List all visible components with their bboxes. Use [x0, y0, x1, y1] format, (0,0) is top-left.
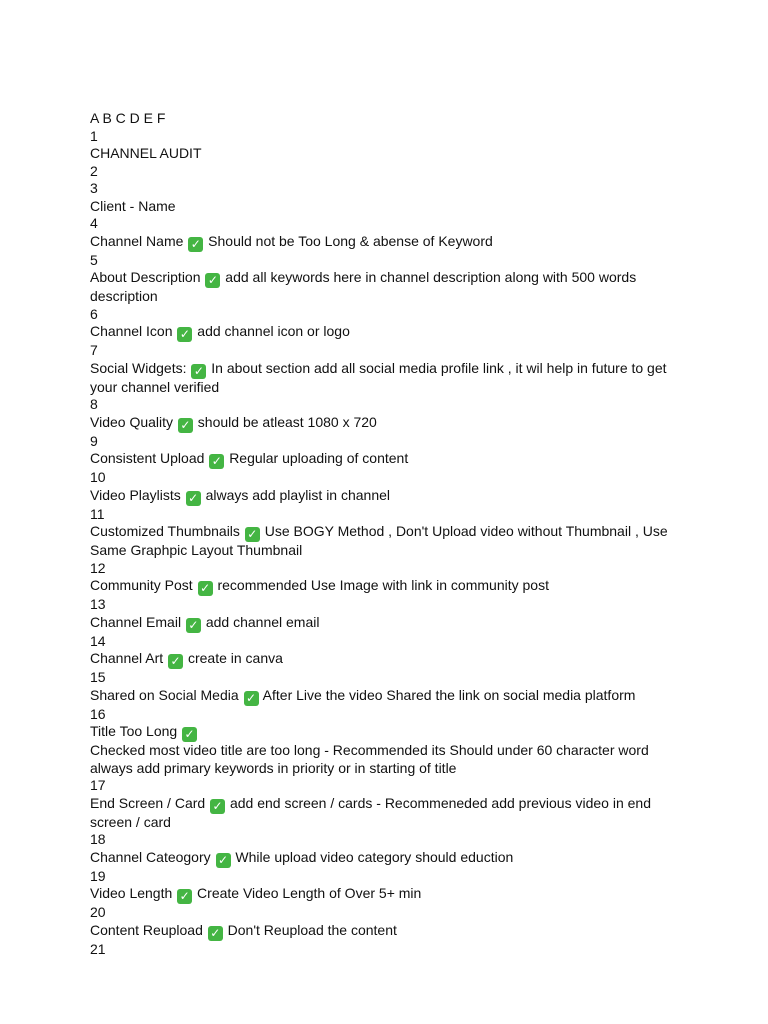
- check-mark-icon: ✓: [168, 654, 183, 669]
- row-label: Customized Thumbnails: [90, 523, 240, 539]
- row-number: 21: [90, 940, 106, 957]
- row-content: [90, 323, 680, 342]
- row-content: [90, 360, 680, 397]
- row-label: CHANNEL AUDIT: [90, 145, 202, 161]
- audit-rows: [90, 128, 680, 959]
- row-description: Use BOGY Method , Don't Upload video without Thumbnail , Use Same Graphpic Layout Thumbnail: [90, 523, 672, 558]
- row-description: recommended Use Image with link in community post: [217, 577, 549, 593]
- row-content: [90, 922, 680, 941]
- row-description: Don't Reupload the content: [227, 921, 397, 938]
- check-mark-icon: ✓: [186, 618, 201, 633]
- row-number: 7: [90, 342, 98, 358]
- check-mark-icon: ✓: [198, 581, 213, 596]
- row-number: 11: [90, 505, 105, 522]
- row-label: Title Too Long: [90, 723, 178, 739]
- row-content: [90, 450, 680, 469]
- column-header-row: A B C D E F: [90, 110, 166, 126]
- row-label: Video Playlists: [90, 486, 181, 503]
- row-number: 17: [90, 777, 106, 793]
- row-content: [90, 233, 680, 252]
- row-label: Channel Art: [90, 650, 164, 666]
- row-content: [90, 849, 680, 868]
- row-description: Should not be Too Long & abense of Keyword: [208, 232, 493, 249]
- row-content: [90, 614, 680, 633]
- check-mark-icon: ✓: [209, 454, 224, 469]
- row-description: After Live the video Shared the link on social media platform: [262, 686, 636, 703]
- row-label: Social Widgets:: [90, 359, 187, 376]
- row-content: [90, 487, 680, 506]
- row-description: In about section add all social media profile link , it wil help in future to get your channel verified: [90, 359, 671, 395]
- row-label: Community Post: [90, 577, 193, 593]
- row-content: [90, 723, 680, 742]
- row-description: While upload video category should eduction: [235, 848, 514, 865]
- row-content: [90, 577, 680, 596]
- row-description: should be atleast 1080 x 720: [197, 413, 377, 430]
- row-description: always add playlist in channel: [205, 486, 391, 503]
- row-label: Channel Name: [90, 232, 184, 249]
- row-number: 9: [90, 432, 98, 449]
- row-content: [90, 885, 680, 904]
- row-number: 6: [90, 305, 98, 322]
- check-mark-icon: ✓: [191, 364, 206, 379]
- row-description: add all keywords here in channel description along with 500 words description: [90, 269, 641, 304]
- row-label: Consistent Upload: [90, 450, 205, 466]
- check-mark-icon: ✓: [177, 889, 192, 904]
- row-label: Channel Email: [90, 613, 182, 630]
- row-content: [90, 650, 680, 669]
- check-mark-icon: ✓: [186, 491, 201, 506]
- check-mark-icon: ✓: [177, 327, 192, 342]
- document-page: [90, 110, 680, 958]
- row-number: 8: [90, 396, 98, 412]
- row-content: [90, 523, 680, 560]
- row-description: add end screen / cards - Recommeneded add previous video in end screen / card: [90, 794, 655, 830]
- row-description: add channel icon or logo: [197, 323, 350, 339]
- row-number: 15: [90, 669, 106, 685]
- row-number: 10: [90, 469, 106, 485]
- row-description: Create Video Length of Over 5+ min: [197, 885, 422, 901]
- row-number: 2: [90, 162, 98, 179]
- row-content: [90, 795, 680, 832]
- row-description: add channel email: [205, 613, 320, 630]
- check-mark-icon: ✓: [208, 926, 223, 941]
- row-number: 19: [90, 867, 106, 884]
- row-content: [90, 414, 680, 433]
- row-label: Client - Name: [90, 197, 176, 214]
- row-content: [90, 198, 680, 216]
- row-description: create in canva: [187, 650, 283, 666]
- row-number: 4: [90, 215, 98, 231]
- row-content: [90, 269, 680, 306]
- check-mark-icon: ✓: [210, 799, 225, 814]
- row-label: Content Reupload: [90, 921, 203, 938]
- row-number: 3: [90, 180, 98, 196]
- check-mark-icon: ✓: [205, 273, 220, 288]
- row-number: 13: [90, 596, 106, 612]
- row-number: 16: [90, 705, 106, 722]
- row-number: 1: [90, 127, 98, 144]
- row-label: Video Length: [90, 885, 173, 901]
- row-content: [90, 687, 680, 706]
- row-number: 5: [90, 251, 98, 268]
- row-label: Channel Cateogory: [90, 848, 211, 865]
- check-mark-icon: ✓: [182, 727, 197, 742]
- row-number: 12: [90, 559, 106, 576]
- row-description: Regular uploading of content: [229, 450, 409, 466]
- row-number: 14: [90, 632, 106, 649]
- row-description: Checked most video title are too long - Recommended its Should under 60 character word always add primary keywords in priority or in starting of title: [90, 742, 653, 776]
- check-mark-icon: ✓: [178, 418, 193, 433]
- check-mark-icon: ✓: [245, 527, 260, 542]
- row-number: 18: [90, 831, 106, 847]
- row-label: Shared on Social Media: [90, 686, 239, 703]
- check-mark-icon: ✓: [188, 237, 203, 252]
- row-content: [90, 145, 680, 163]
- row-label: Channel Icon: [90, 323, 173, 339]
- row-label: About Description: [90, 269, 201, 285]
- check-mark-icon: ✓: [216, 853, 231, 868]
- row-label: End Screen / Card: [90, 794, 206, 811]
- row-label: Video Quality: [90, 413, 174, 430]
- check-mark-icon: ✓: [244, 691, 259, 706]
- row-number: 20: [90, 904, 106, 920]
